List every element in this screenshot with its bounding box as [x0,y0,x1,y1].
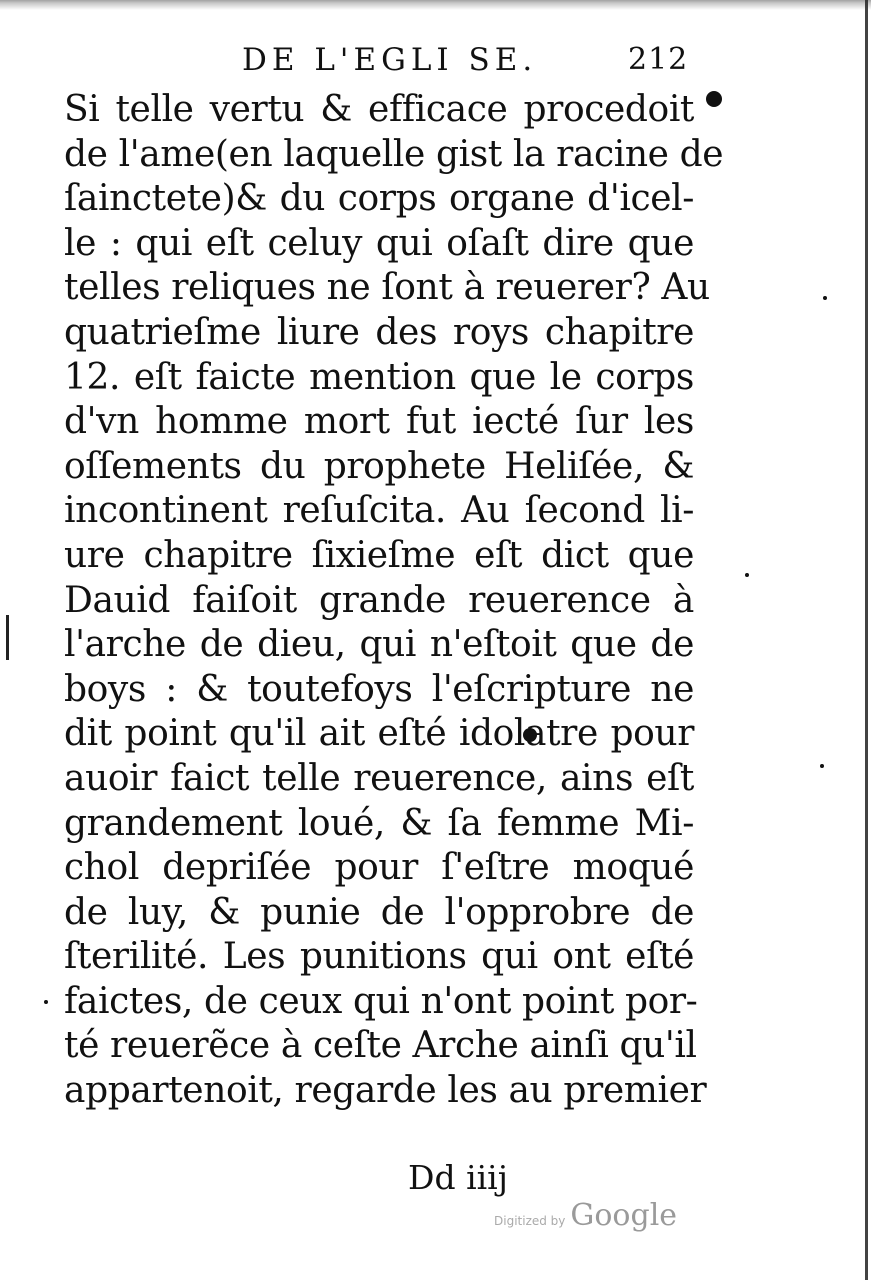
text-line: incontinent reſuſcita. Au ſecond li- [64,490,694,532]
text-line: de luy, & punie de l'opprobre de [64,891,694,933]
text-line: boys : & toutefoys l'eſcripture ne [64,668,694,710]
ink-speck [745,573,749,577]
text-line: auoir faict telle reuerence, ains eſt [64,757,694,799]
text-line: ſainctete)& du corps organe d'icel- [64,178,694,220]
text-line: Si telle vertu & efficace procedoit [64,89,694,130]
scan-top-edge [0,0,871,10]
text-line: quatrieſme liure des roys chapitre [64,311,694,353]
ink-speck [820,764,824,768]
text-line: de l'ame(en laquelle gist la racine de [64,133,724,175]
body-text [64,88,724,1114]
scan-left-mark [6,615,9,660]
page-header [0,38,871,82]
scan-right-edge [865,0,868,1280]
watermark-prefix: Digitized by [494,1214,566,1228]
running-head: DE L'EGLI SE. [242,42,538,78]
text-line: faictes, de ceux qui n'ont point por- [64,980,698,1022]
text-line: le : qui eſt celuy qui oſaſt dire que [64,222,694,264]
text-line: telles reliques ne ſont à reuerer? Au [64,267,710,309]
ink-speck [44,1000,48,1004]
text-line: d'vn homme mort fut iecté ſur les [64,401,694,443]
text-line: dit point qu'il ait eſté idolatre pour [64,713,694,755]
text-line: l'arche de dieu, qui n'eſtoit que de [64,624,694,666]
ink-blot [706,91,722,107]
ink-speck [823,296,827,300]
text-line: 12. eſt faicte mention que le corps [64,356,694,398]
text-line: Dauid faiſoit grande reuerence à [64,579,694,621]
text-line: grandement loué, & ſa femme Mi- [64,802,694,844]
signature-mark: Dd iiij [408,1158,508,1197]
text-line: appartenoit, regarde les au premier [64,1070,707,1112]
page-number: 212 [628,42,689,77]
text-line: ure chapitre ſixieſme eſt dict que [64,534,694,576]
text-line: chol depriſée pour ſ'eſtre moqué [64,847,694,889]
digitization-watermark [494,1198,677,1242]
google-logo: Google [570,1198,678,1233]
text-line: oſſements du prophete Heliſée, & [64,445,694,487]
text-line: té reuerẽce à ceſte Arche ainſi qu'il [64,1025,697,1067]
text-line: ſterilité. Les punitions qui ont eſté [64,936,694,978]
